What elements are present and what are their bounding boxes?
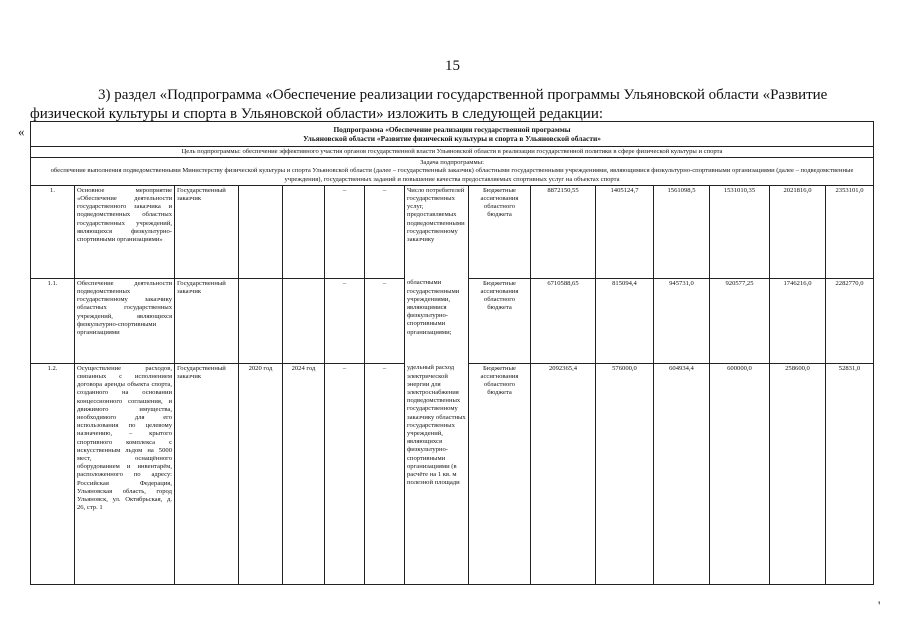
- funding-source-cell: Бюджетные ассигнования областного бюджета: [469, 185, 531, 278]
- year-amount-cell: 258600,0: [770, 363, 826, 584]
- indicator-cell: удельный расход электрической энергии для электроснабжения подведомственных государственному заказчику областных государственных учреждений, являющихся физкультурно-спортивными организациями (в расчёте на 1 кв. м полезной площади: [405, 363, 469, 584]
- start-year-cell: [239, 185, 283, 278]
- year-amount-cell: 1405124,7: [596, 185, 654, 278]
- year-amount-cell: 2353101,0: [826, 185, 874, 278]
- dash-cell: –: [365, 278, 405, 363]
- year-amount-cell: 2021816,0: [770, 185, 826, 278]
- end-year-cell: [283, 185, 325, 278]
- goal-row: [31, 147, 874, 158]
- dash-cell: –: [365, 363, 405, 584]
- subprogram-tasks: [31, 158, 874, 186]
- year-amount-cell: 600000,0: [710, 363, 770, 584]
- indicator-cell: Число потребителей государственных услуг, предоставляемых подведомственными государственному заказчику: [405, 185, 469, 278]
- year-amount-cell: 576000,0: [596, 363, 654, 584]
- customer-cell: Государственный заказчик: [175, 185, 239, 278]
- year-amount-cell: 604934,4: [654, 363, 710, 584]
- table-title-line-2: Ульяновской области «Развитие физической культуры и спорта в Ульяновской области»: [303, 134, 601, 143]
- year-amount-cell: 52831,0: [826, 363, 874, 584]
- dash-cell: –: [325, 363, 365, 584]
- row-number: 1.: [31, 185, 75, 278]
- total-amount-cell: 8872150,55: [531, 185, 596, 278]
- table-row: [31, 278, 874, 363]
- dash-cell: –: [365, 185, 405, 278]
- margin-mark: ': [878, 598, 881, 613]
- dash-cell: –: [325, 278, 365, 363]
- year-amount-cell: 945731,0: [654, 278, 710, 363]
- start-year-cell: 2020 год: [239, 363, 283, 584]
- table-title-line-1: Подпрограмма «Обеспечение реализации государственной программы: [333, 125, 571, 134]
- page-number: 15: [445, 58, 460, 74]
- end-year-cell: 2024 год: [283, 363, 325, 584]
- total-amount-cell: 6710588,65: [531, 278, 596, 363]
- dash-cell: –: [325, 185, 365, 278]
- measure-name: Обеспечение деятельности подведомственных государственному заказчику областных государственных учреждений, являющихся физкультурно-спортивными организациями: [75, 278, 175, 363]
- year-amount-cell: 1746216,0: [770, 278, 826, 363]
- customer-cell: Государственный заказчик: [175, 278, 239, 363]
- intro-paragraph: 3) раздел «Подпрограмма «Обеспечение реализации государственной программы Ульяновской области «Развитие физической культуры и спорта в Ульяновской области» изложить в следующей редакции:: [30, 87, 828, 122]
- customer-cell: Государственный заказчик: [175, 363, 239, 584]
- subprogram-table: [30, 121, 874, 585]
- row-number: 1.1.: [31, 278, 75, 363]
- funding-source-cell: Бюджетные ассигнования областного бюджета: [469, 278, 531, 363]
- year-amount-cell: 815094,4: [596, 278, 654, 363]
- start-year-cell: [239, 278, 283, 363]
- year-amount-cell: 920577,25: [710, 278, 770, 363]
- table-title: [31, 122, 874, 147]
- year-amount-cell: 1531010,35: [710, 185, 770, 278]
- measure-name: Основное мероприятие «Обеспечение деятельности государственного заказчика и подведомственных областных государственных учреждений, являющихся физкультурно-спортивными организациями»: [75, 185, 175, 278]
- year-amount-cell: 1561098,5: [654, 185, 710, 278]
- table-row: [31, 185, 874, 278]
- measure-name: Осуществление расходов, связанных с исполнением договора аренды объекта спорта, созданного на основании концессионного соглашения, и движимого имущества, необходимого для его использования по целевому назначению, – крытого спортивного комплекса с искусственным льдом на 5000 мест, оснащённого оборудованием и инвентарём, расположенного по адресу: Российская Федерация, Ульяновская область, город Ульяновск, ул. Октябрьская, д. 26, стр. 1: [75, 363, 175, 584]
- opening-quote-mark: «: [18, 124, 25, 139]
- indicator-cell: областными государственными учреждениями, являющимися физкультурно-спортивными организациями;: [405, 278, 469, 363]
- row-number: 1.2.: [31, 363, 75, 584]
- year-amount-cell: 2282770,0: [826, 278, 874, 363]
- tasks-heading: Задача подпрограммы:: [420, 159, 484, 167]
- tasks-text: обеспечение выполнения подведомственными Министерству физической культуры и спорта Ульяновской области (далее – государственный заказчик) областными государственными учреждениями, являющимися физкультурно-спортивными организациями (далее – подведомственные учреждения), государственных заданий и повышение качества предоставляемых спортивных услуг на объектах спорта: [50, 167, 854, 183]
- end-year-cell: [283, 278, 325, 363]
- total-amount-cell: 2092365,4: [531, 363, 596, 584]
- tasks-row: [31, 158, 874, 186]
- funding-source-cell: Бюджетные ассигнования областного бюджета: [469, 363, 531, 584]
- subprogram-goal: Цель подпрограммы: обеспечение эффективного участия органов государственной власти Ульяновской области в реализации государственной политики в сфере физической культуры и спорта: [31, 147, 874, 158]
- table-title-row: [31, 122, 874, 147]
- table-row: [31, 363, 874, 584]
